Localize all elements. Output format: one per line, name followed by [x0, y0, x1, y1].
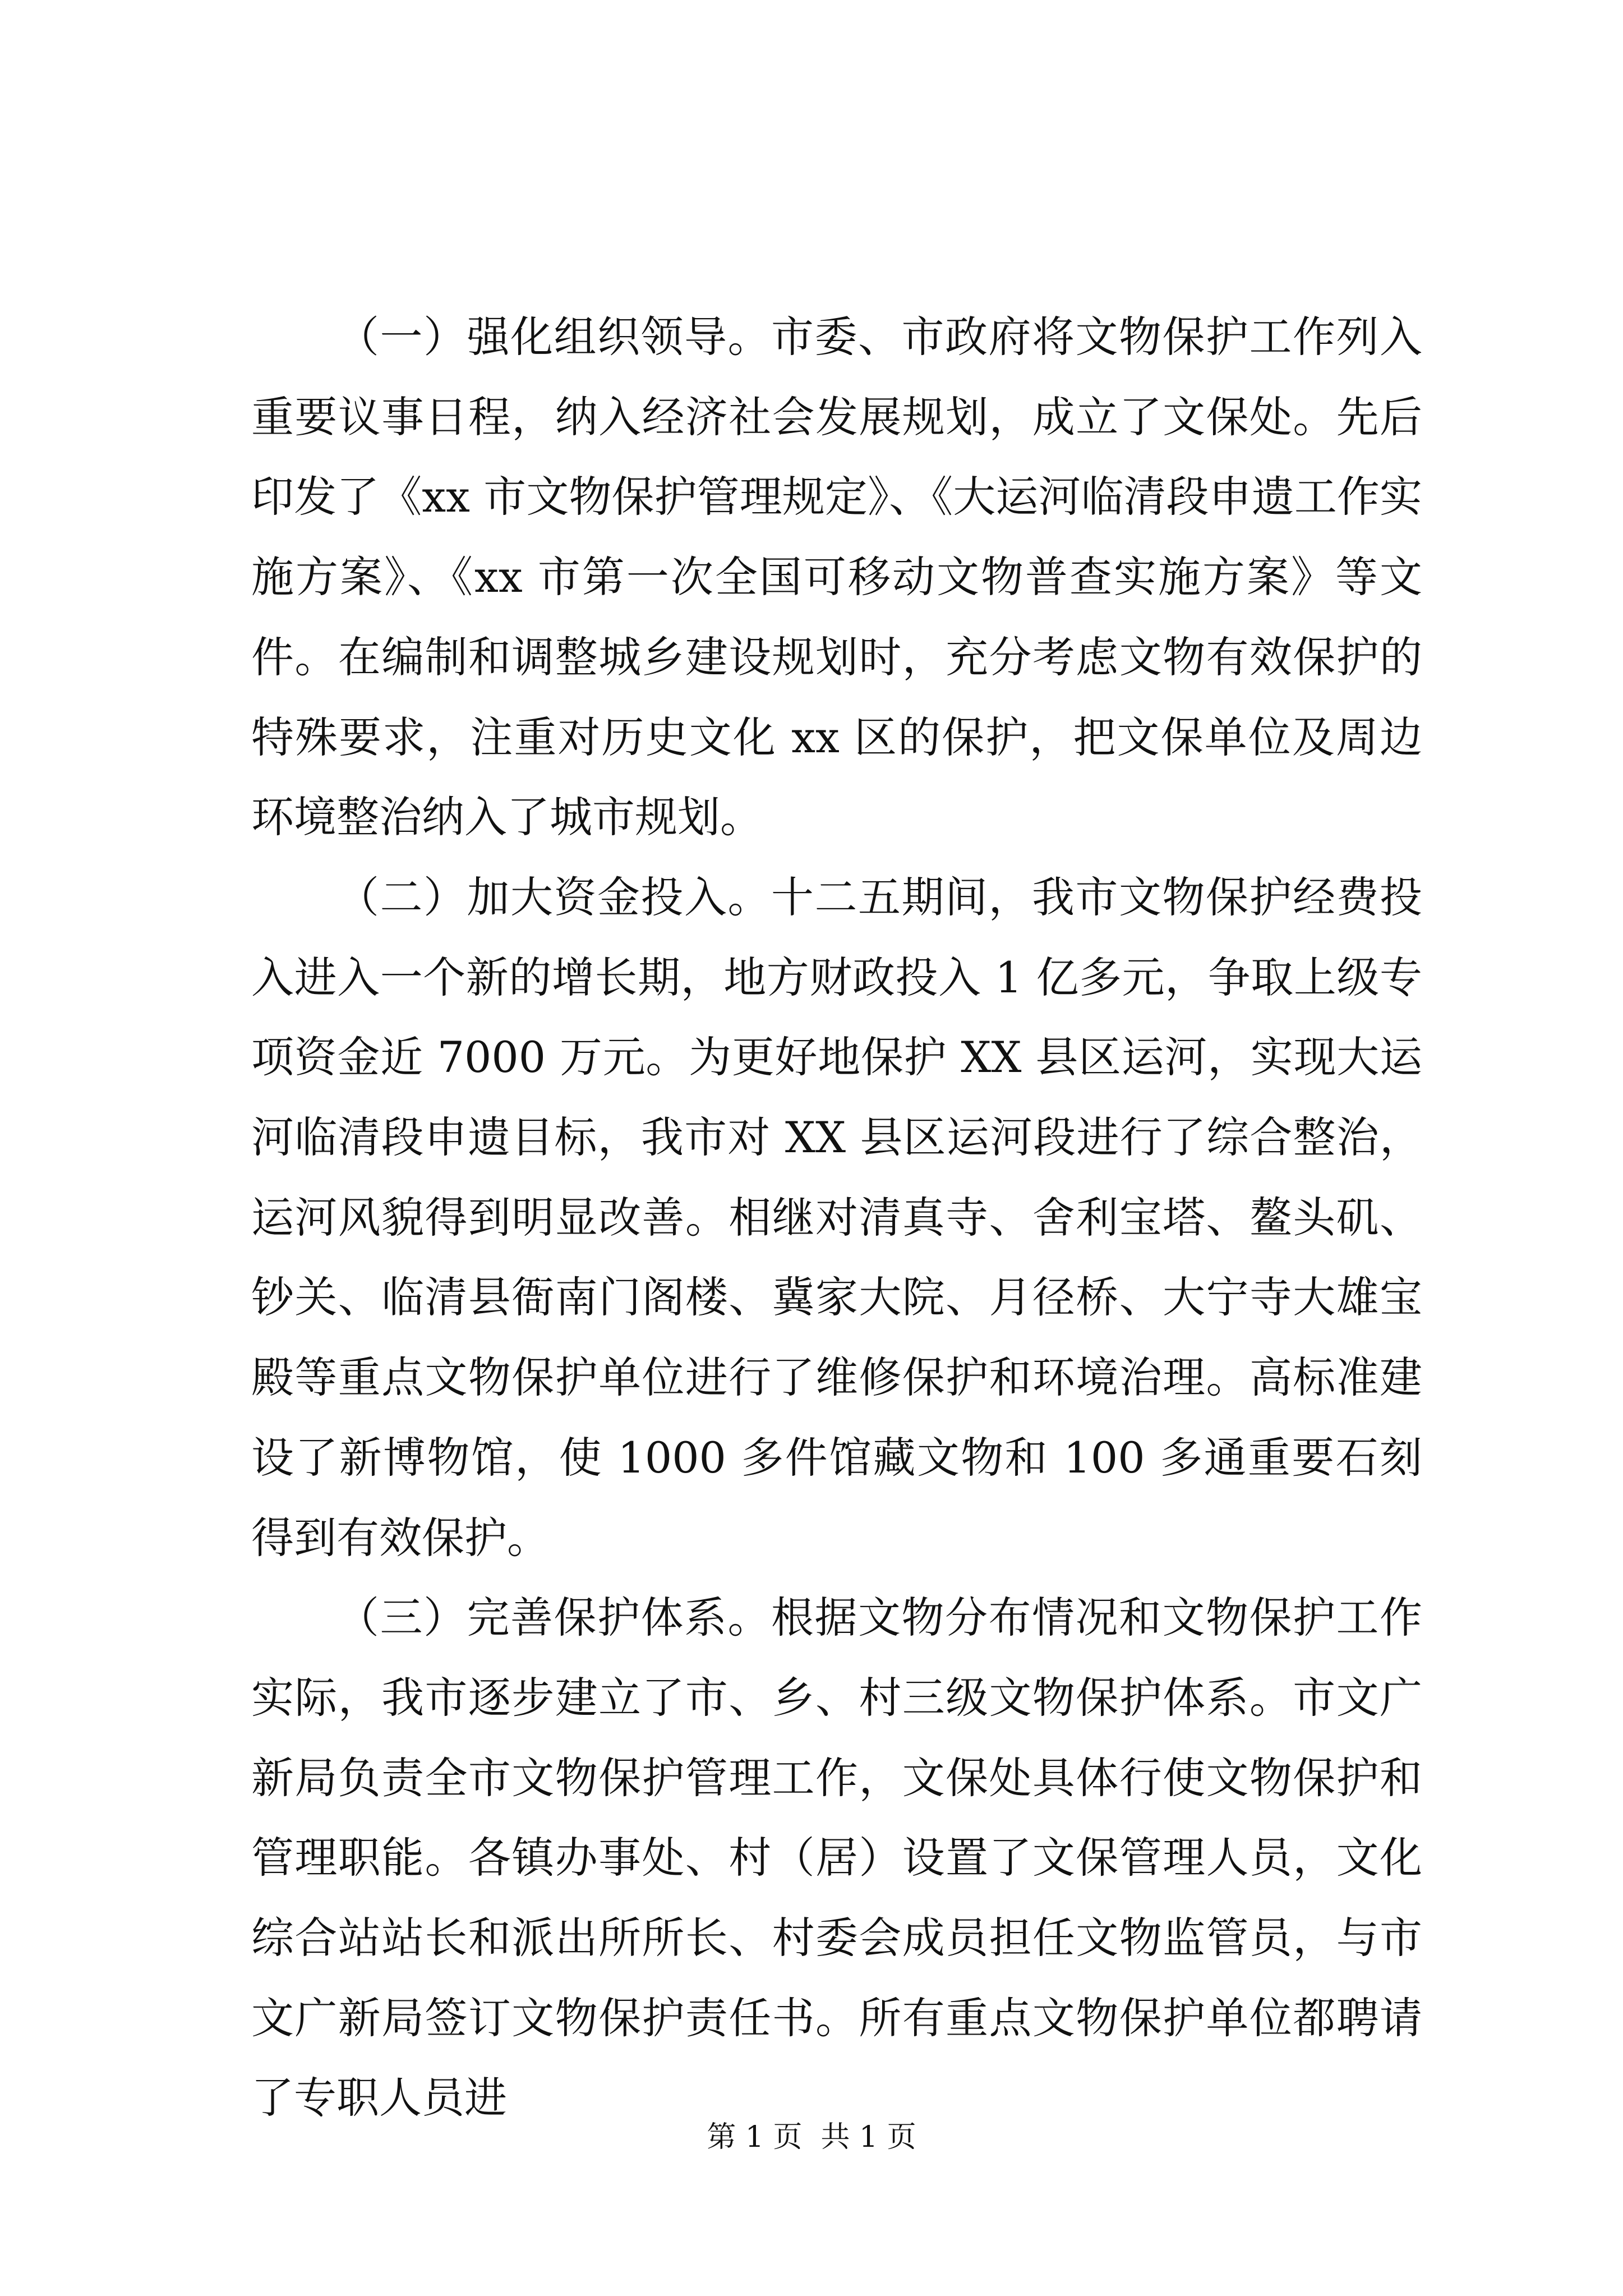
paragraph-protection-system: （三）完善保护体系。根据文物分布情况和文物保护工作实际，我市逐步建立了市、乡、村三级文物保护体系。市文广新局负责全市文物保护管理工作，文保处具体行使文物保护和管理职能。各镇办事处、村（居）设置了文保管理人员，文化综合站站长和派出所所长、村委会成员担任文物监管员，与市文广新局签订文物保护责任书。所有重点文物保护单位都聘请了专职人员进	[251, 1593, 1422, 2123]
body-text	[251, 297, 1422, 2138]
page-footer: 第 1 页 共 1 页	[707, 2120, 916, 2154]
paragraph-funding-investment: （二）加大资金投入。十二五期间，我市文物保护经费投入进入一个新的增长期，地方财政投入 1 亿多元，争取上级专项资金近 7000 万元。为更好地保护 XX 县区运河，实现大运河临清段申遗目标，我市对 XX 县区运河段进行了综合整治，运河风貌得到明显改善。相继对清真寺、舍利宝塔、鳌头矶、钞关、临清县衙南门阁楼、冀家大院、月径桥、大宁寺大雄宝殿等重点文物保护单位进行了维修保护和环境治理。高标准建设了新博物馆，使 1000 多件馆藏文物和 100 多通重要石刻得到有效保护。	[251, 872, 1422, 1563]
paragraph-organization-leadership: （一）强化组织领导。市委、市政府将文物保护工作列入重要议事日程，纳入经济社会发展规划，成立了文保处。先后印发了《xx 市文物保护管理规定》、《大运河临清段申遗工作实施方案》、《xx 市第一次全国可移动文物普查实施方案》等文件。在编制和调整城乡建设规划时，充分考虑文物有效保护的特殊要求，注重对历史文化 xx 区的保护，把文保单位及周边环境整治纳入了城市规划。	[251, 312, 1422, 843]
